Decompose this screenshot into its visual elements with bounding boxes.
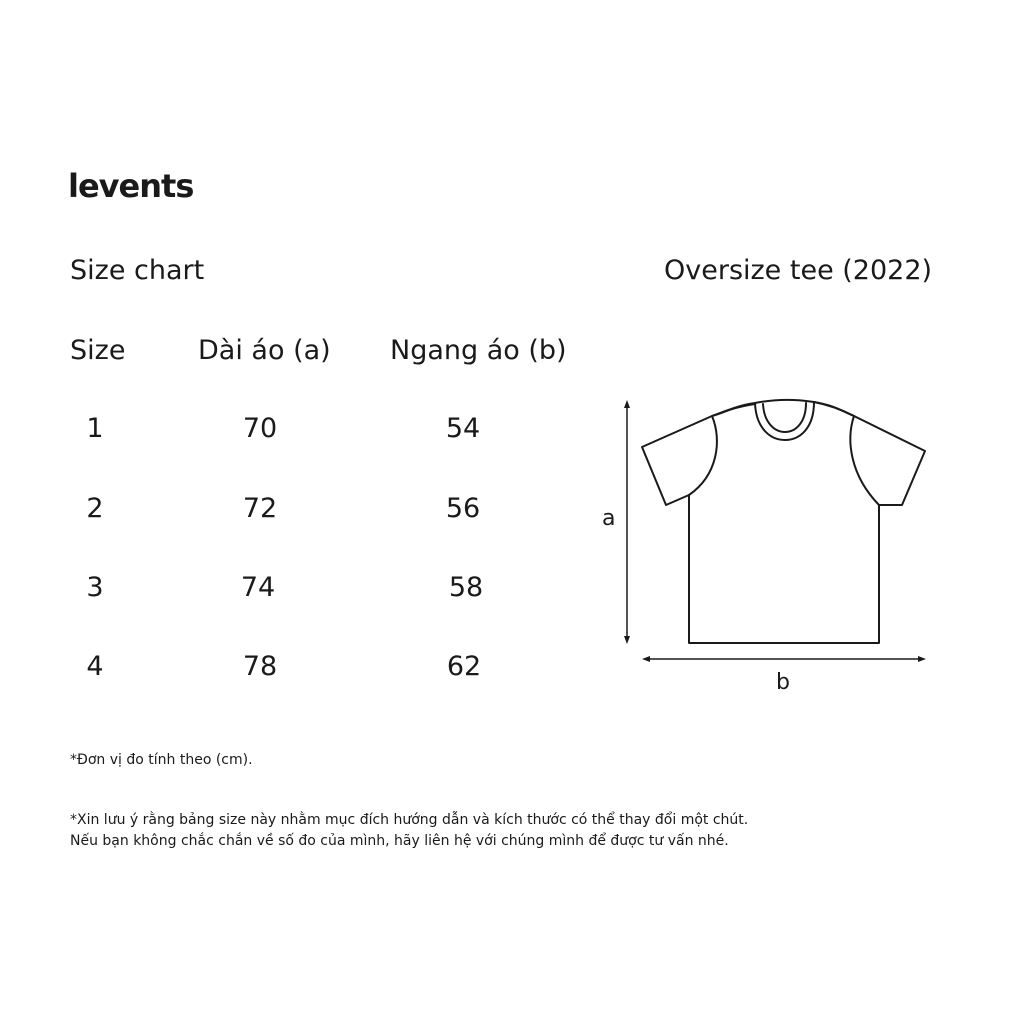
table-cell-width: 56 <box>445 493 481 524</box>
table-cell-size: 4 <box>86 651 104 682</box>
left-armhole-seam <box>689 416 717 495</box>
disclaimer-line-1: *Xin lưu ý rằng bảng size này nhằm mục đích hướng dẫn và kích thước có thể thay đổi một chút. <box>70 812 749 828</box>
table-cell-length: 74 <box>240 572 276 603</box>
product-title: Oversize tee (2022) <box>664 255 933 286</box>
table-cell-width: 58 <box>448 572 484 603</box>
disclaimer-line-2: Nếu bạn không chắc chắn về số đo của mình, hãy liên hệ với chúng mình để được tư vấn nhé. <box>70 833 729 849</box>
label-b: b <box>776 670 790 695</box>
length-arrow <box>624 400 630 644</box>
right-armhole-seam <box>850 416 879 505</box>
table-cell-width: 54 <box>445 413 481 444</box>
unit-note: *Đơn vị đo tính theo (cm). <box>70 752 253 768</box>
header-size: Size <box>70 335 126 366</box>
tshirt-outline <box>642 402 925 643</box>
table-cell-size: 2 <box>86 493 104 524</box>
label-a: a <box>602 506 616 531</box>
size-chart-title: Size chart <box>70 255 205 286</box>
width-arrow <box>642 656 926 662</box>
table-cell-length: 70 <box>242 413 278 444</box>
table-cell-width: 62 <box>446 651 482 682</box>
table-cell-size: 3 <box>86 572 104 603</box>
brand-logo: levents <box>68 167 194 205</box>
table-cell-length: 72 <box>242 493 278 524</box>
header-width: Ngang áo (b) <box>390 335 567 366</box>
table-cell-size: 1 <box>86 413 104 444</box>
collar-inner <box>763 403 806 432</box>
table-cell-length: 78 <box>242 651 278 682</box>
header-length: Dài áo (a) <box>198 335 331 366</box>
